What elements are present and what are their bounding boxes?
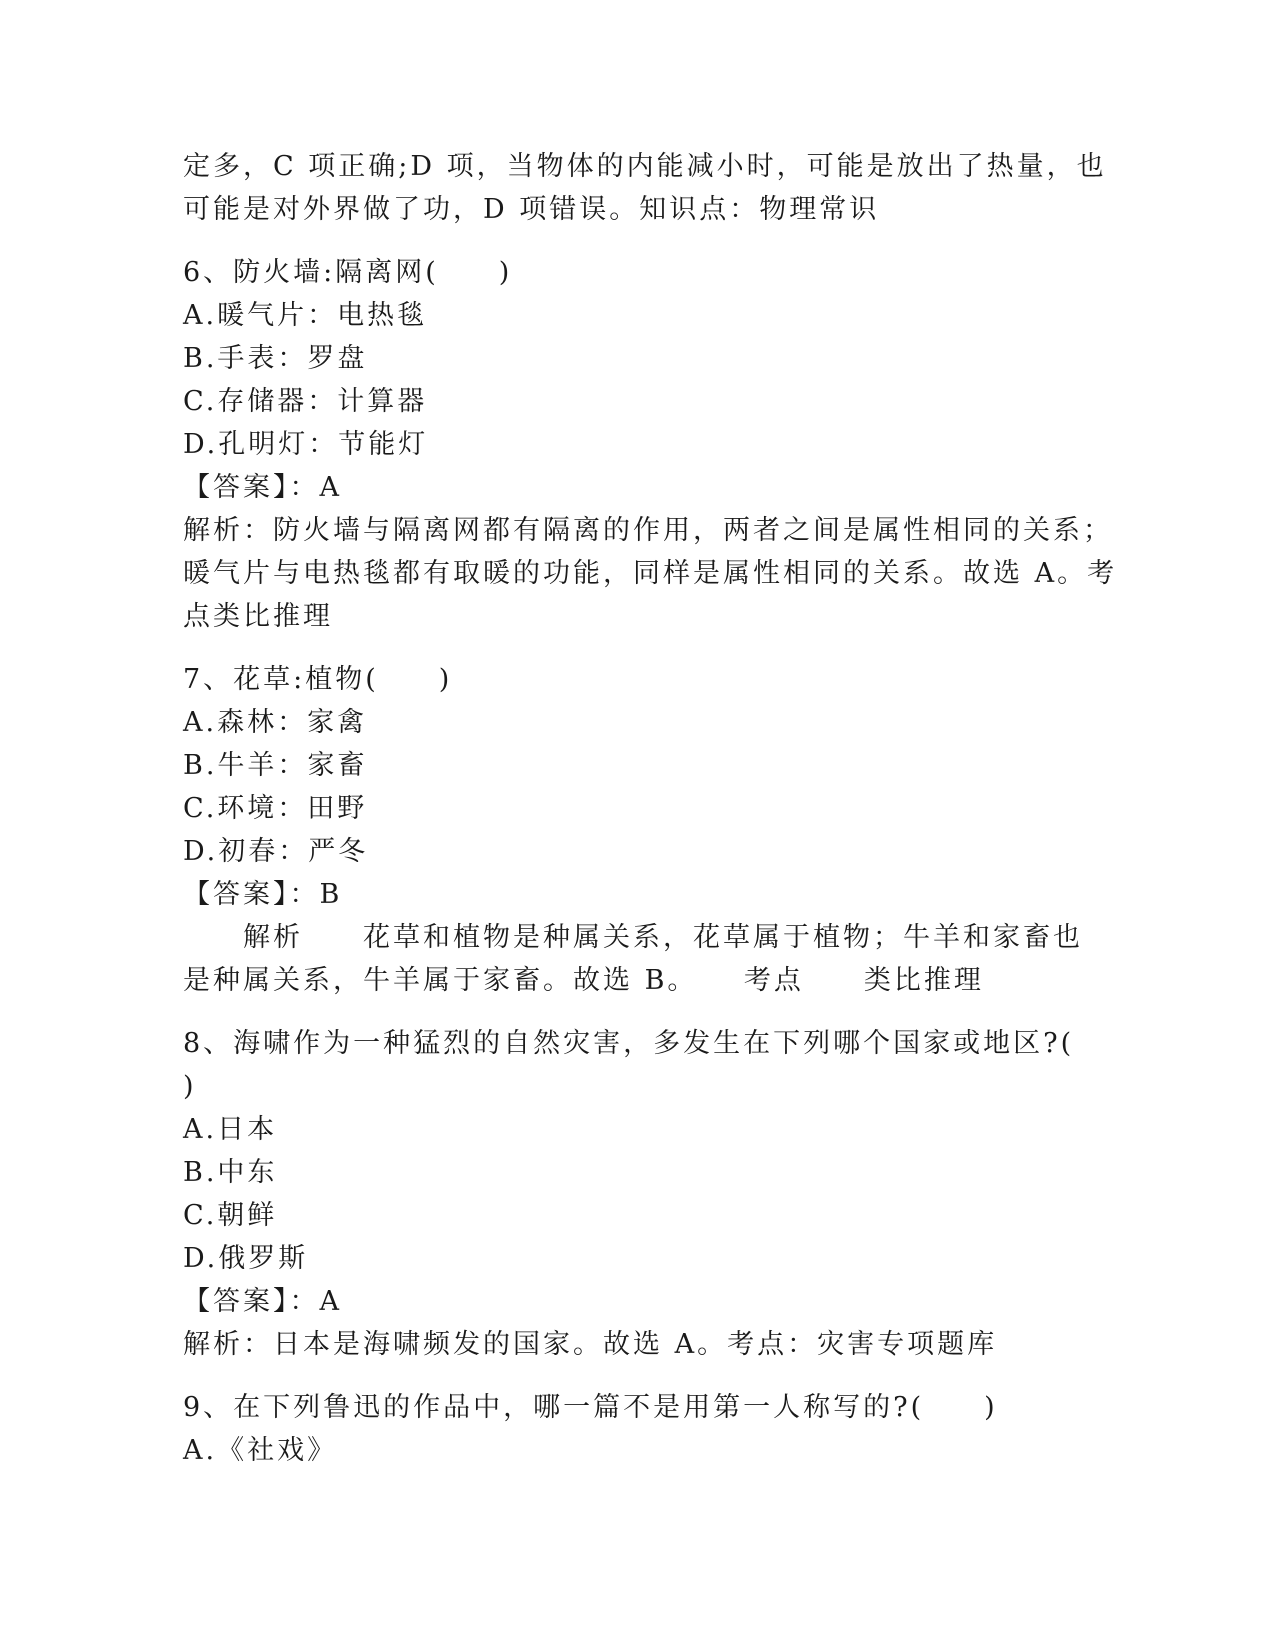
option-c: C.环境：田野 [183, 793, 368, 824]
answer-line: 【答案】：A [183, 472, 342, 503]
option-c: C.存储器：计算器 [183, 386, 428, 417]
answer-line: 【答案】：B [183, 879, 343, 910]
text-line: 定多，C 项正确;D 项，当物体的内能减小时，可能是放出了热量，也 [183, 151, 1107, 182]
question-6 [183, 251, 1118, 638]
option-b: B.中东 [183, 1157, 278, 1188]
option-a: A.日本 [183, 1114, 278, 1145]
text-line: 可能是对外界做了功，D 项错误。知识点：物理常识 [183, 194, 880, 225]
question-8 [183, 1022, 1075, 1366]
analysis-line: 暖气片与电热毯都有取暖的功能，同样是属性相同的关系。故选 A。考 [183, 558, 1118, 589]
question-stem-continued: ) [183, 1071, 197, 1102]
document-page [183, 145, 1118, 1472]
question-stem: 6、防火墙:隔离网( ) [183, 257, 513, 288]
intro-paragraph [183, 145, 1107, 231]
option-d: D.孔明灯：节能灯 [183, 429, 429, 460]
question-7 [183, 658, 1083, 1002]
analysis-line: 解析 花草和植物是种属关系，花草属于植物；牛羊和家畜也 [183, 922, 1083, 953]
question-9 [183, 1386, 1063, 1472]
option-a: A.森林：家禽 [183, 707, 368, 738]
question-stem: 9、在下列鲁迅的作品中，哪一篇不是用第一人称写的?( ) [183, 1392, 998, 1423]
option-a: A.暖气片：电热毯 [183, 300, 428, 331]
option-b: B.手表：罗盘 [183, 343, 368, 374]
option-a: A.《社戏》 [183, 1435, 338, 1466]
option-d: D.初春：严冬 [183, 836, 369, 867]
option-c: C.朝鲜 [183, 1200, 278, 1231]
analysis-line: 是种属关系，牛羊属于家畜。故选 B。 考点 类比推理 [183, 965, 984, 996]
analysis-line: 解析：防火墙与隔离网都有隔离的作用，两者之间是属性相同的关系； [183, 515, 1113, 546]
analysis-line: 点类比推理 [183, 601, 333, 632]
answer-line: 【答案】：A [183, 1286, 342, 1317]
analysis-line: 解析：日本是海啸频发的国家。故选 A。考点：灾害专项题库 [183, 1329, 998, 1360]
question-stem: 8、海啸作为一种猛烈的自然灾害，多发生在下列哪个国家或地区?( [183, 1028, 1075, 1059]
question-stem: 7、花草:植物( ) [183, 664, 453, 695]
option-b: B.牛羊：家畜 [183, 750, 368, 781]
option-d: D.俄罗斯 [183, 1243, 309, 1274]
